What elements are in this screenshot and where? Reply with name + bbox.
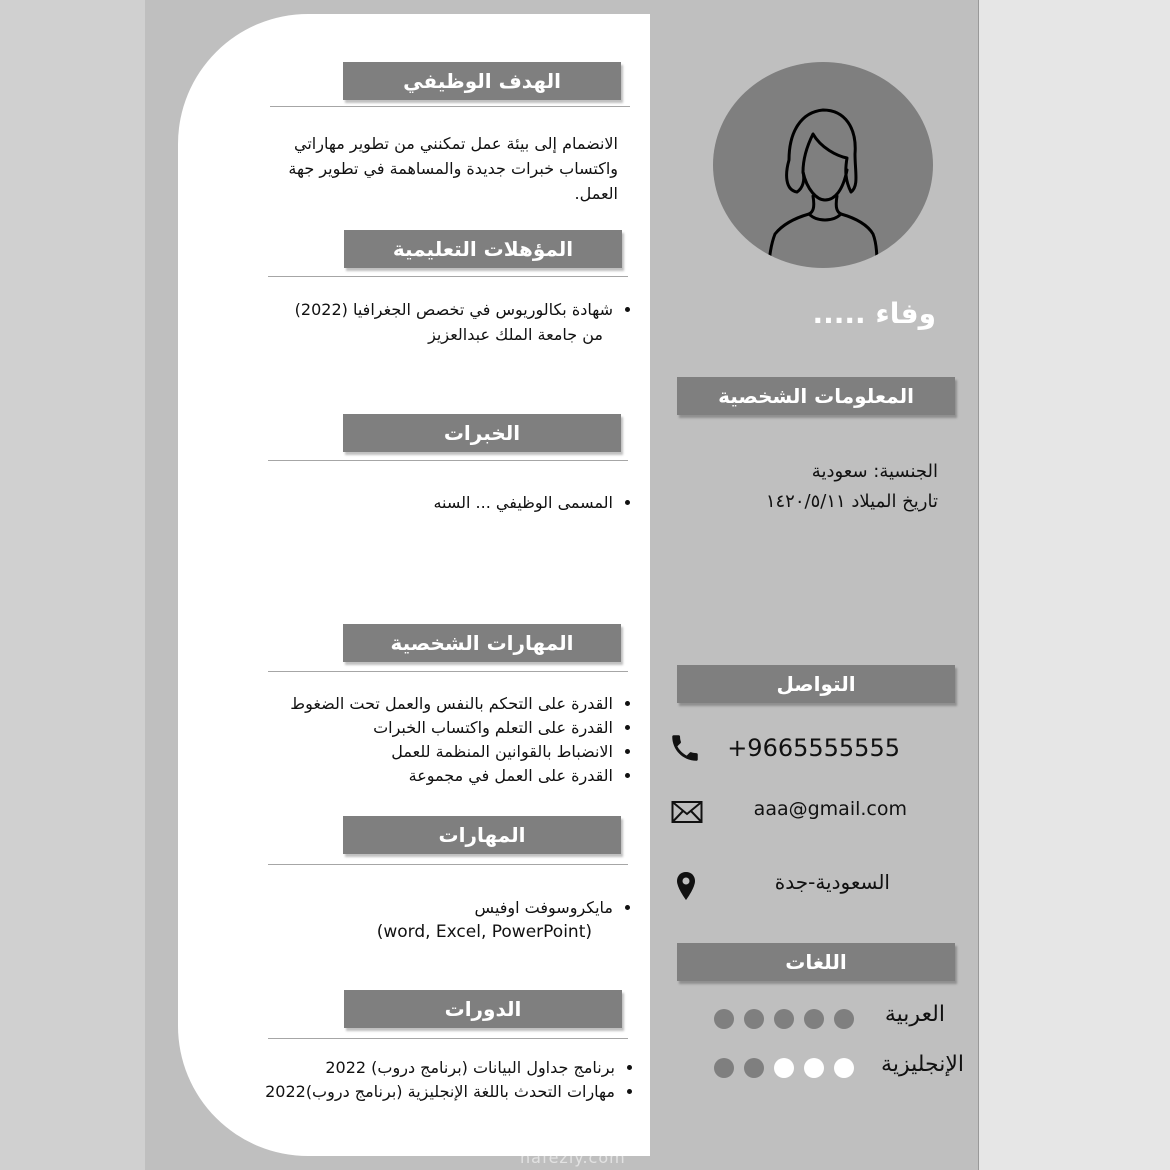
language-dot — [804, 1058, 824, 1078]
language-dot — [774, 1058, 794, 1078]
experience-divider — [268, 460, 628, 461]
education-degree: • شهادة بكالوريوس في تخصص الجغرافيا (2022) — [268, 298, 613, 322]
language-name-arabic: العربية — [884, 1002, 945, 1027]
language-dot — [774, 1009, 794, 1029]
skills-item: • مايكروسوفت اوفيس — [268, 896, 613, 920]
experience-list — [268, 491, 631, 515]
language-dot — [744, 1009, 764, 1029]
birthdate: تاريخ الميلاد ١٤٢٠/٥/١١ — [765, 491, 938, 512]
experience-item: • المسمى الوظيفي ... السنه — [268, 491, 613, 515]
watermark-logo: نفذلي — [515, 1095, 650, 1146]
outer-margin-right — [978, 0, 1170, 1170]
language-dot — [714, 1058, 734, 1078]
education-university: من جامعة الملك عبدالعزيز — [428, 325, 603, 344]
outer-margin-left — [0, 0, 145, 1170]
language-dot — [744, 1058, 764, 1078]
skills-detail: (word, Excel, PowerPoint) — [376, 922, 592, 942]
skills-heading: المهارات — [343, 816, 621, 854]
courses-divider — [268, 1038, 628, 1039]
list-item: • القدرة على العمل في مجموعة — [268, 764, 613, 788]
experience-heading: الخبرات — [343, 414, 621, 452]
objective-divider — [270, 106, 630, 107]
phone-icon — [668, 731, 702, 769]
personal-info-heading: المعلومات الشخصية — [677, 377, 955, 415]
nationality: الجنسية: سعودية — [811, 461, 938, 482]
email-address: aaa@gmail.com — [753, 798, 907, 820]
list-item: • برنامج جداول البيانات (برنامج دروب) 2022 — [225, 1056, 615, 1080]
languages-heading: اللغات — [677, 943, 955, 981]
language-dot — [714, 1009, 734, 1029]
list-item: • مهارات التحدث باللغة الإنجليزية (برنامج دروب)2022 — [225, 1080, 615, 1104]
list-item: • الانضباط بالقوانين المنظمة للعمل — [268, 740, 613, 764]
list-item: • القدرة على التحكم بالنفس والعمل تحت الضغوط — [268, 692, 613, 716]
education-list — [268, 298, 631, 322]
language-dot — [834, 1058, 854, 1078]
language-dot — [834, 1009, 854, 1029]
language-dot — [804, 1009, 824, 1029]
language-name-english: الإنجليزية — [881, 1052, 964, 1077]
education-divider — [268, 276, 628, 277]
courses-heading: الدورات — [344, 990, 622, 1028]
location-pin-icon — [676, 871, 696, 905]
education-heading: المؤهلات التعليمية — [344, 230, 622, 268]
avatar — [713, 62, 933, 268]
list-item: • القدرة على التعلم واكتساب الخبرات — [268, 716, 613, 740]
objective-text: الانضمام إلى بيئة عمل تمكنني من تطوير مهاراتي واكتساب خبرات جديدة والمساهمة في تطوير جهة العمل. — [288, 134, 618, 203]
skills-divider — [268, 864, 628, 865]
profile-name: وفاء ..... — [812, 297, 936, 330]
watermark-url: nafezly.com — [520, 1148, 626, 1167]
female-avatar-icon — [713, 62, 933, 268]
location: السعودية-جدة — [774, 870, 890, 894]
personal-skills-list — [268, 692, 631, 788]
contact-heading: التواصل — [677, 665, 955, 703]
objective-heading: الهدف الوظيفي — [343, 62, 621, 100]
personal-skills-heading: المهارات الشخصية — [343, 624, 621, 662]
personal-skills-divider — [268, 671, 628, 672]
skills-list — [268, 896, 631, 920]
envelope-icon — [671, 800, 703, 828]
phone-number: +9665555555 — [727, 734, 900, 762]
